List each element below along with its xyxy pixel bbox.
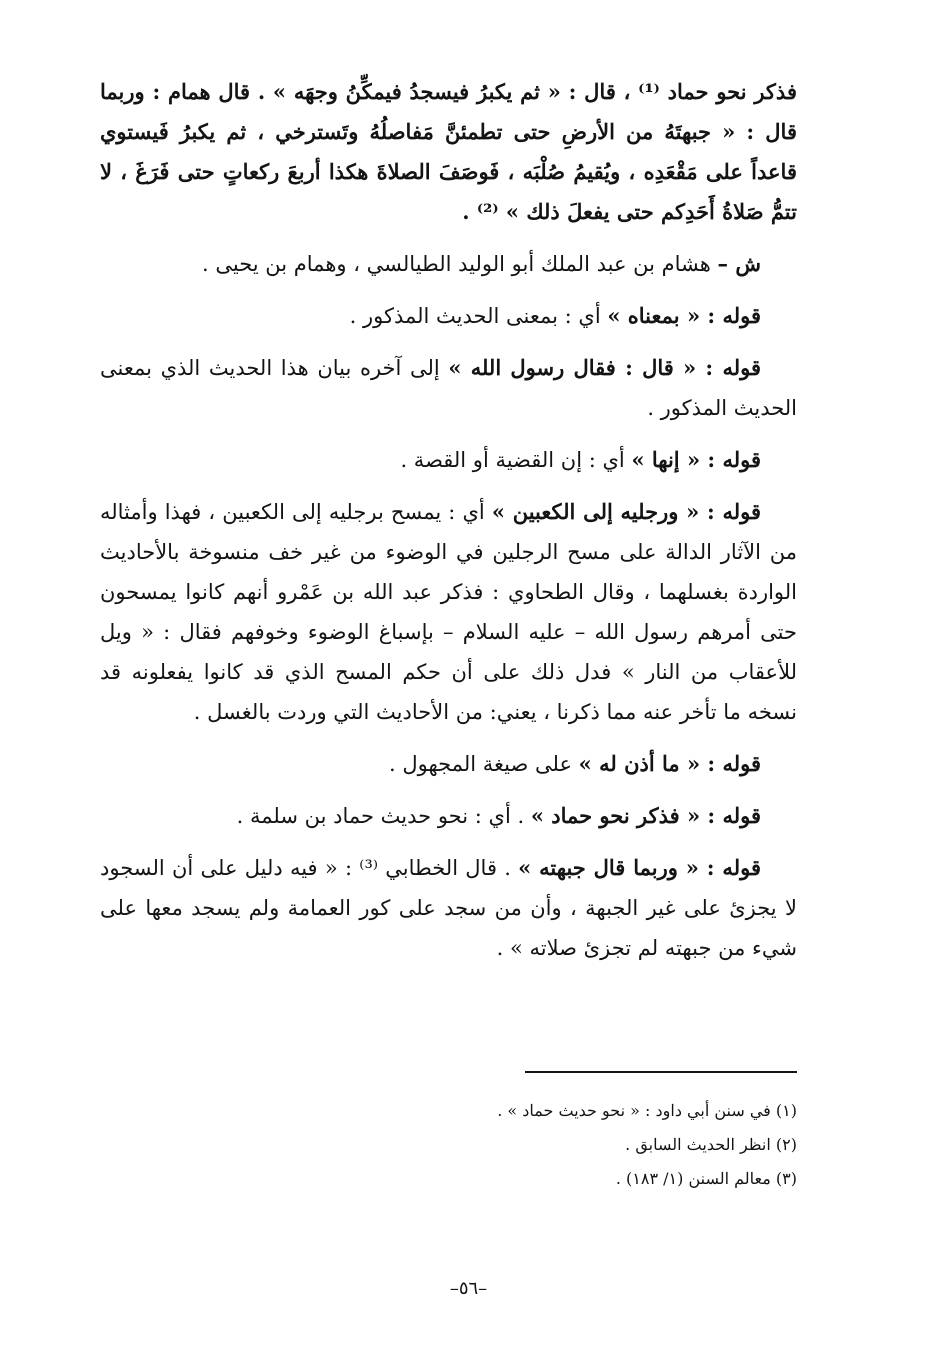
commentary-text: أي : إن القضية أو القصة .	[400, 448, 632, 472]
commentary-paragraph	[100, 244, 797, 284]
commentary-paragraph	[100, 296, 797, 336]
commentary-paragraph	[100, 796, 797, 836]
commentary-text: . أي : نحو حديث حماد بن سلمة .	[236, 804, 531, 828]
commentary-label: قوله : « إنها »	[631, 447, 761, 472]
footnote-2: (٢) انظر الحديث السابق .	[625, 1135, 797, 1154]
commentary-paragraph	[100, 440, 797, 480]
commentary-label: قوله : « قال : فقال رسول الله »	[448, 355, 761, 380]
footnotes	[100, 1094, 797, 1196]
commentary-text: أي : بمعنى الحديث المذكور .	[349, 304, 608, 328]
footnote-divider	[525, 1071, 797, 1073]
commentary-text: إلى آخره بيان هذا الحديث الذي بمعنى الحديث المذكور .	[100, 356, 797, 420]
commentary-paragraph	[100, 348, 797, 428]
commentary-paragraph	[100, 848, 797, 968]
footnote-1: (١) في سنن أبي داود : « نحو حديث حماد » .	[497, 1101, 797, 1120]
main-text	[100, 72, 797, 980]
commentary-label: قوله : « فذكر نحو حماد »	[530, 803, 761, 828]
hadith-body: فذكر نحو حماد ⁽¹⁾ ، قال : « ثم يكبرُ فيسجدُ فيمكِّنُ وجهَه » . قال همام : وربما قال : « جبهتَهُ من الأرضِ حتى تطمئنَّ مَفاصلُهُ وتَسترخي ، ثم يكبرُ فَيستوي قاعداً على مَقْعَدِه ، ويُقيمُ صُلْبَه ، فَوصَفَ الصلاةَ هكذا أربعَ ركعاتٍ حتى فَرَغَ ، لا تتمُّ صَلاةُ أَحَدِكم حتى يفعلَ ذلك » ⁽²⁾ .	[100, 79, 797, 224]
commentary-label: قوله : « ما أذن له »	[578, 751, 761, 776]
commentary-paragraph	[100, 744, 797, 784]
hadith-text	[100, 72, 797, 232]
commentary-label: ش –	[717, 251, 761, 276]
commentary-label: قوله : « وربما قال جبهته »	[518, 855, 761, 880]
commentary-text: هشام بن عبد الملك أبو الوليد الطيالسي ، وهمام بن يحيى .	[202, 252, 718, 276]
commentary-text: . قال الخطابي ⁽³⁾ : « فيه دليل على أن السجود لا يجزئ على غير الجبهة ، وأن من سجد على كور العمامة ولم يسجد معها على شيء من جبهته لم تجزئ صلاته » .	[100, 856, 797, 960]
footnote-3: (٣) معالم السنن (١/ ١٨٣) .	[615, 1169, 797, 1188]
commentary-label: قوله : « بمعناه »	[607, 303, 761, 328]
commentary-label: قوله : « ورجليه إلى الكعبين »	[491, 499, 761, 524]
commentary-paragraph	[100, 492, 797, 732]
commentary-text: على صيغة المجهول .	[389, 752, 579, 776]
page-number: –٥٦–	[449, 1278, 488, 1299]
commentary-text: أي : يمسح برجليه إلى الكعبين ، فهذا وأمثاله من الآثار الدالة على مسح الرجلين في الوضوء من غير خف منسوخة بالأحاديث الواردة بغسلهما ، وقال الطحاوي : فذكر عبد الله بن عَمْرو أنهم كانوا يمسحون حتى أمرهم رسول الله – عليه السلام – بإسباغ الوضوء وخوفهم فقال : « ويل للأعقاب من النار » فدل ذلك على أن حكم المسح الذي قد كانوا يفعلونه قد نسخه ما تأخر عنه مما ذكرنا ، يعني: من الأحاديث التي وردت بالغسل .	[100, 500, 797, 724]
